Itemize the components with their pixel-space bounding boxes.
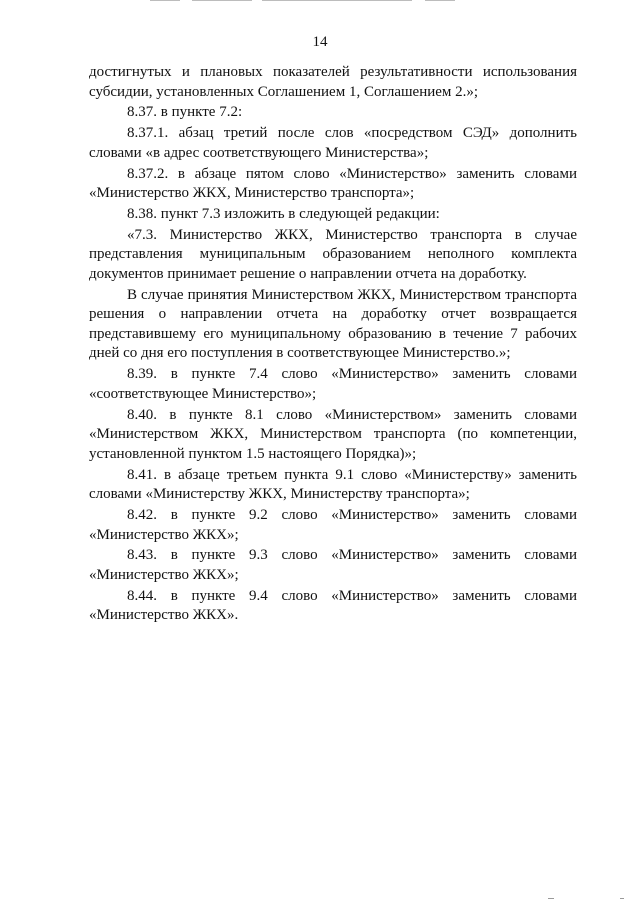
paragraph: 8.44. в пункте 9.4 слово «Министерство» заменить словами «Министерство ЖКХ».	[89, 587, 577, 624]
scan-edge-line	[262, 0, 412, 1]
paragraph: В случае принятия Министерством ЖКХ, Министерством транспорта решения о направлении отчета на доработку отчет возвращается представившему его муниципальному образованию в течение 7 рабочих дней со дня его поступления в соответствующее Министерство.»;	[89, 286, 577, 362]
scan-edge-line	[150, 0, 180, 1]
page-number: 14	[312, 34, 328, 50]
scan-speck	[548, 898, 554, 899]
paragraph: 8.42. в пункте 9.2 слово «Министерство» заменить словами «Министерство ЖКХ»;	[89, 506, 577, 543]
paragraph: 8.43. в пункте 9.3 слово «Министерство» заменить словами «Министерство ЖКХ»;	[89, 547, 577, 583]
scan-edge-line	[425, 0, 455, 1]
paragraph: 8.37. в пункте 7.2:	[127, 104, 243, 121]
paragraph: 8.37.1. абзац третий после слов «посредством СЭД» дополнить словами «в адрес соответствующего Министерства»;	[89, 125, 577, 161]
scan-edge-line	[192, 0, 252, 1]
paragraph: 8.38. пункт 7.3 изложить в следующей редакции:	[127, 205, 440, 222]
paragraph: 8.40. в пункте 8.1 слово «Министерством» заменить словами «Министерством ЖКХ, Министерством транспорта (по компетенции, установленной пунктом 1.5 настоящего Порядка)»;	[89, 406, 577, 462]
paragraph: 8.37.2. в абзаце пятом слово «Министерство» заменить словами «Министерство ЖКХ, Министерство транспорта»;	[89, 165, 577, 202]
paragraph: «7.3. Министерство ЖКХ, Министерство транспорта в случае представления муниципальным образованием неполного комплекта документов принимает решение о направлении отчета на доработку.	[89, 226, 577, 282]
paragraph: 8.39. в пункте 7.4 слово «Министерство» заменить словами «соответствующее Министерство»;	[89, 366, 577, 402]
paragraph: 8.41. в абзаце третьем пункта 9.1 слово «Министерству» заменить словами «Министерству ЖКХ, Министерству транспорта»;	[89, 466, 577, 503]
paragraph: достигнутых и плановых показателей результативности использования субсидии, установленных Соглашением 1, Соглашением 2.»;	[89, 64, 577, 100]
document-body	[89, 63, 577, 626]
scan-speck	[620, 898, 624, 899]
